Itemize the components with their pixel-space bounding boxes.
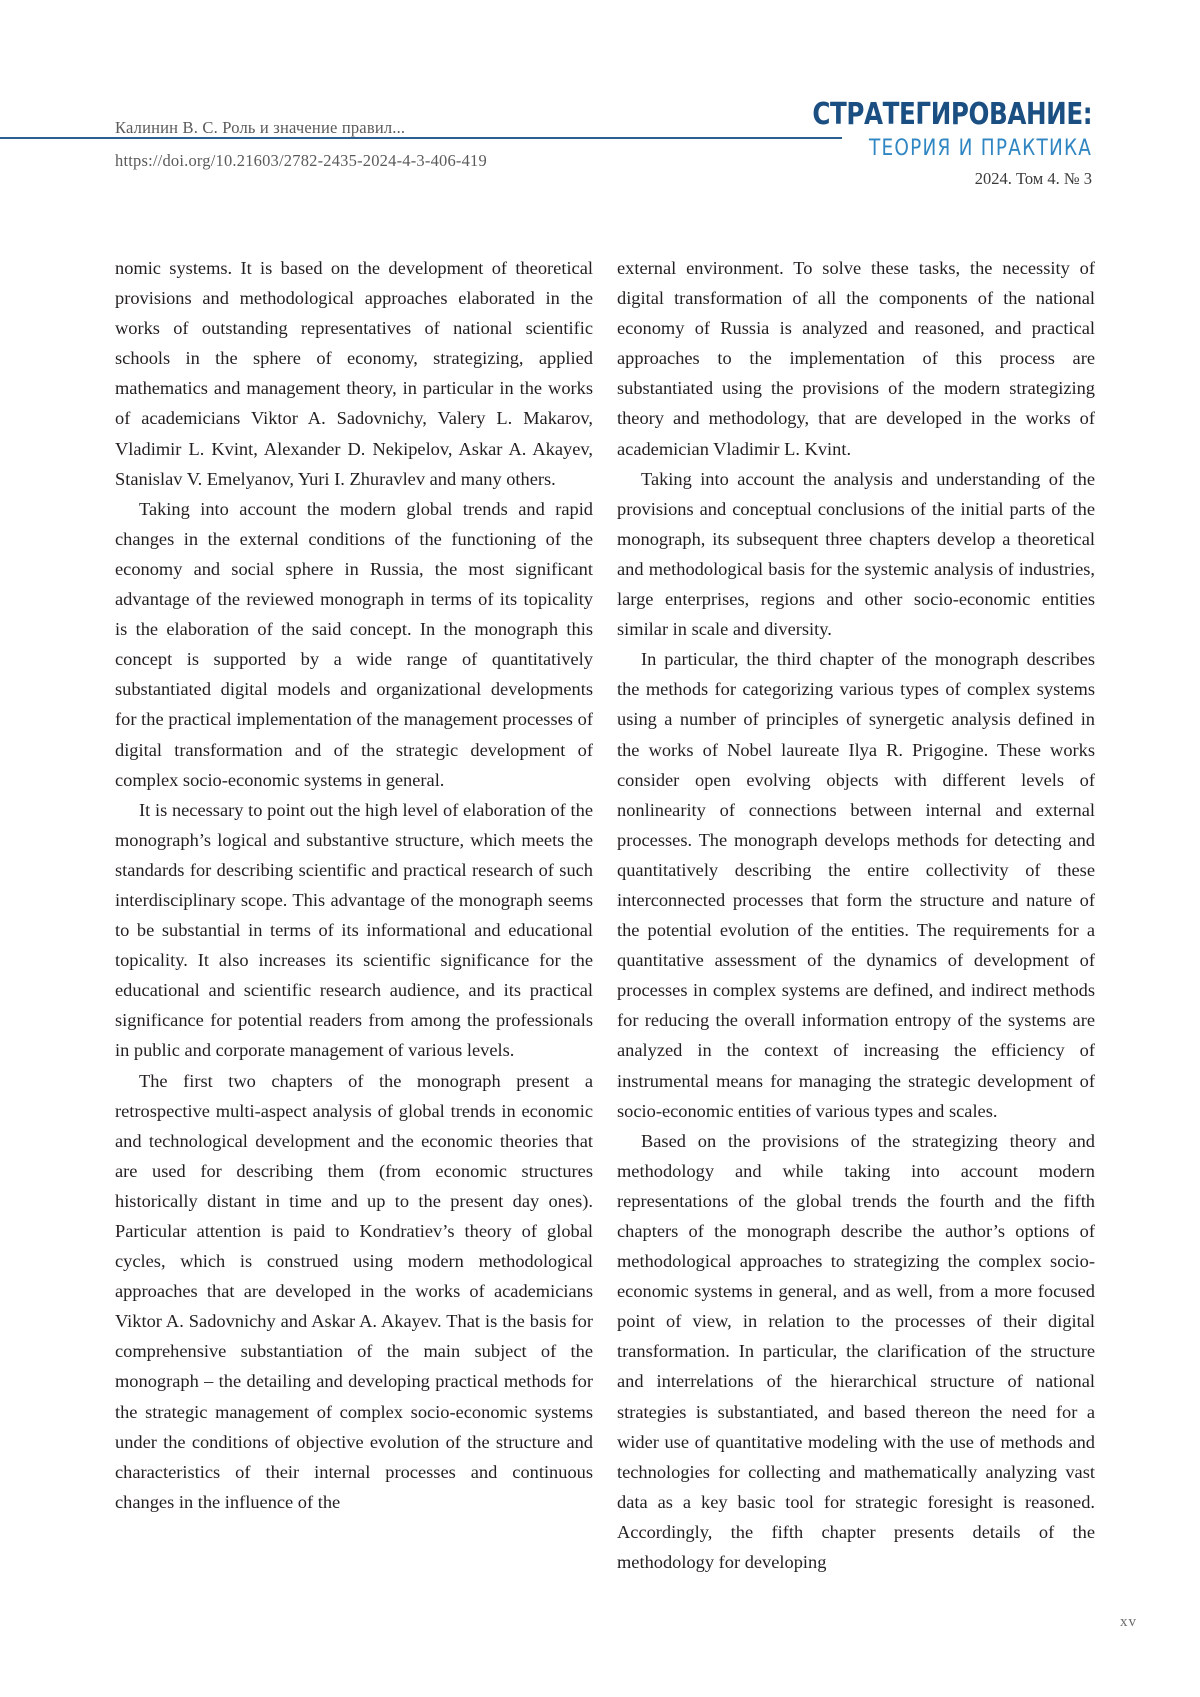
- right-paragraph-4: Based on the provisions of the strategizing theory and methodology and while taking into account modern representations of the global trends the fourth and the fifth chapters of the monograph describe the author’s options of methodological approaches to strategizing the complex socio-economic systems in general, and as well, from a more focused point of view, in relation to the processes of their digital transformation. In particular, the clarification of the structure and interrelations of the hierarchical structure of national strategies is substantiated, and based thereon the need for a wider use of quantitative modeling with the use of methods and technologies for collecting and mathematically analyzing vast data as a key basic tool for strategic foresight is reasoned. Accordingly, the fifth chapter presents details of the methodology for developing: [617, 1130, 1095, 1573]
- right-column: [617, 253, 1095, 1577]
- doi-link[interactable]: https://doi.org/10.21603/2782-2435-2024-4-3-406-419: [115, 151, 487, 170]
- left-column: [115, 253, 593, 1517]
- left-paragraph-3: It is necessary to point out the high level of elaboration of the monograph’s logical and substantive structure, which meets the standards for describing scientific and practical research of such interdisciplinary scope. This advantage of the monograph seems to be substantial in terms of its informational and educational topicality. It also increases its scientific significance for the educational and scientific research audience, and its practical significance for potential readers from among the professionals in public and corporate management of various levels.: [115, 799, 593, 1061]
- page-number: xv: [1120, 1614, 1137, 1630]
- right-paragraph-2: Taking into account the analysis and understanding of the provisions and conceptual conclusions of the initial parts of the monograph, its subsequent three chapters develop a theoretical and methodological basis for the systemic analysis of industries, large enterprises, regions and other socio-economic entities similar in scale and diversity.: [617, 468, 1095, 640]
- left-paragraph-2: Taking into account the modern global trends and rapid changes in the external conditions of the functioning of the economy and social sphere in Russia, the most significant advantage of the reviewed monograph in terms of its topicality is the elaboration of the said concept. In the monograph this concept is supported by a wide range of quantitatively substantiated digital models and organizational developments for the practical implementation of the management processes of digital transformation and of the strategic development of complex socio-economic systems in general.: [115, 498, 593, 790]
- right-paragraph-1: external environment. To solve these tasks, the necessity of digital transformation of all the components of the national economy of Russia is analyzed and reasoned, and practical approaches to the implementation of this process are substantiated using the provisions of the modern strategizing theory and methodology, that are developed in the works of academician Vladimir L. Kvint.: [617, 258, 1095, 459]
- right-paragraph-3: In particular, the third chapter of the monograph describes the methods for categorizing various types of complex systems using a number of principles of synergetic analysis defined in the works of Nobel laureate Ilya R. Prigogine. These works consider open evolving objects with different levels of nonlinearity of connections between internal and external processes. The monograph develops methods for detecting and quantitatively describing the entire collectivity of these interconnected processes that form the structure and nature of the potential evolution of the entities. The requirements for a quantitative assessment of the dynamics of development of processes in complex systems are defined, and indirect methods for reducing the overall information entropy of the systems are analyzed in the context of increasing the efficiency of instrumental means for managing the strategic development of socio-economic entities of various types and scales.: [617, 649, 1095, 1121]
- running-title: Калинин В. С. Роль и значение правил...: [115, 118, 406, 137]
- journal-issue: 2024. Том 4. № 3: [974, 169, 1092, 188]
- journal-title-line1: СТРАТЕГИРОВАНИЕ:: [812, 97, 1092, 132]
- journal-block: [751, 98, 1092, 192]
- journal-title-line2: ТЕОРИЯ И ПРАКТИКА: [868, 135, 1092, 161]
- header-rule: [0, 137, 842, 139]
- left-paragraph-1: nomic systems. It is based on the development of theoretical provisions and methodological approaches elaborated in the works of outstanding representatives of national scientific schools in the sphere of economy, strategizing, applied mathematics and management theory, in particular in the works of academicians Viktor A. Sadovnichy, Valery L. Makarov, Vladimir L. Kvint, Alexander D. Nekipelov, Askar A. Akayev, Stanislav V. Emelyanov, Yuri I. Zhuravlev and many others.: [115, 258, 593, 489]
- left-paragraph-4: The first two chapters of the monograph present a retrospective multi-aspect analysis of global trends in economic and technological development and the economic theories that are used for describing them (from economic structures historically distant in time and up to the present day ones). Particular attention is paid to Kondratiev’s theory of global cycles, which is construed using modern methodological approaches that are developed in the works of academicians Viktor A. Sadovnichy and Askar A. Akayev. That is the basis for comprehensive substantiation of the main subject of the monograph – the detailing and developing practical methods for the strategic management of complex socio-economic systems under the conditions of objective evolution of the structure and characteristics of their internal processes and continuous changes in the influence of the: [115, 1070, 593, 1512]
